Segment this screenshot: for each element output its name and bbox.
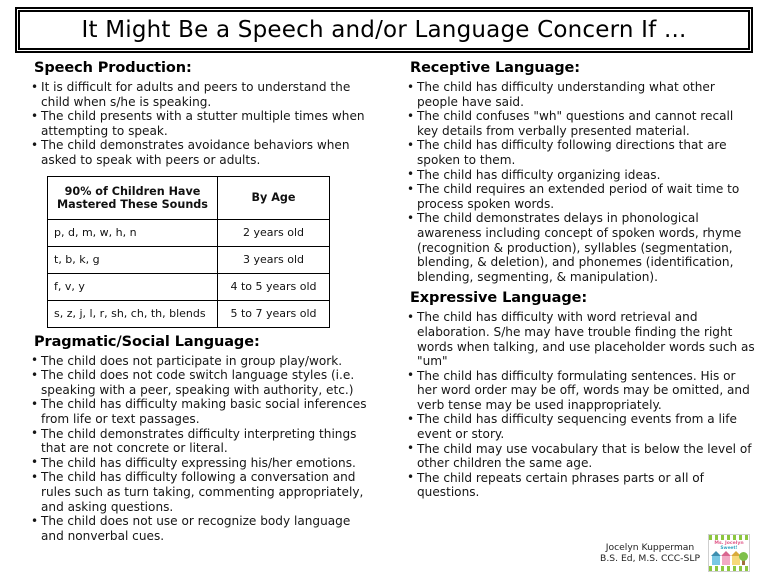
list-item: • The child has difficulty sequencing events from a life event or story. [406,412,756,441]
table-row [48,219,330,246]
sounds-mastery-table [47,176,330,328]
section-pragmatic-social [30,334,370,544]
logo-sub-line: Sweet! [720,546,738,551]
author-credentials: B.S. Ed, M.S. CCC-SLP [600,553,700,564]
speech-production-heading: Speech Production: [34,60,192,76]
section-receptive-language [406,60,756,284]
speech-production-list [30,80,370,168]
list-item: • The child has difficulty with word retrieval and elaboration. S/he may have trouble finding the right words when talking, and use placeholder words such as "um" [406,310,756,368]
logo-title-line: Ms. Jocelyn [714,541,744,546]
pragmatic-social-heading: Pragmatic/Social Language: [34,333,260,350]
left-column [30,60,370,545]
table-row [48,273,330,300]
table-cell-sounds: s, z, j, l, r, sh, ch, th, blends [48,300,218,327]
table-header-row [48,176,330,219]
brand-logo-icon [708,534,750,572]
sounds-mastery-table-wrapper [47,176,329,328]
table-header-sounds: 90% of Children Have Mastered These Sounds [48,176,218,219]
table-cell-age: 4 to 5 years old [218,273,330,300]
table-header-age: By Age [218,176,330,219]
list-item: • The child has difficulty following directions that are spoken to them. [406,138,756,167]
table-cell-age: 3 years old [218,246,330,273]
page-title: It Might Be a Speech and/or Language Concern If ... [81,17,687,43]
section-speech-production [30,60,370,168]
list-item: • The child repeats certain phrases parts or all of questions. [406,471,756,500]
list-item: • The child has difficulty expressing his/her emotions. [30,456,370,471]
list-item: • The child has difficulty following a conversation and rules such as turn taking, commenting appropriately, and asking questions. [30,470,370,514]
right-column [406,60,756,502]
author-signature [600,542,700,564]
list-item: • The child may use vocabulary that is below the level of other children the same age. [406,442,756,471]
pragmatic-social-list [30,354,370,544]
list-item: • The child does not use or recognize body language and nonverbal cues. [30,514,370,543]
table-cell-sounds: p, d, m, w, h, n [48,219,218,246]
table-cell-age: 5 to 7 years old [218,300,330,327]
table-cell-sounds: t, b, k, g [48,246,218,273]
logo-bottom-band [709,566,749,571]
page-title-banner [18,10,750,50]
list-item: • The child demonstrates difficulty interpreting things that are not concrete or literal. [30,427,370,456]
house-icon [722,555,730,565]
house-icon [712,555,720,565]
list-item: • The child has difficulty understanding what other people have said. [406,80,756,109]
list-item: • The child has difficulty formulating sentences. His or her word order may be off, words may be omitted, and verb tense may be used inappropriately. [406,369,756,413]
expressive-language-heading: Expressive Language: [410,290,588,307]
list-item: • The child requires an extended period of wait time to process spoken words. [406,182,756,211]
author-name: Jocelyn Kupperman [605,542,695,553]
tree-icon [742,558,745,565]
table-row [48,246,330,273]
receptive-language-list [406,80,756,284]
list-item: • The child does not code switch language styles (i.e. speaking with a peer, speaking with authority, etc.) [30,368,370,397]
logo-houses-illustration [711,549,747,565]
list-item: • The child does not participate in group play/work. [30,354,370,369]
logo-top-band [709,535,749,540]
table-cell-sounds: f, v, y [48,273,218,300]
list-item: • The child has difficulty making basic social inferences from life or text passages. [30,397,370,426]
section-expressive-language [406,290,756,500]
list-item: • It is difficult for adults and peers to understand the child when s/he is speaking. [30,80,370,109]
table-cell-age: 2 years old [218,219,330,246]
list-item: • The child presents with a stutter multiple times when attempting to speak. [30,109,370,138]
list-item: • The child has difficulty organizing ideas. [406,168,756,183]
footer [600,534,750,572]
list-item: • The child demonstrates avoidance behaviors when asked to speak with peers or adults. [30,138,370,167]
table-row [48,300,330,327]
list-item: • The child confuses "wh" questions and cannot recall key details from verbally presented material. [406,109,756,138]
list-item: • The child demonstrates delays in phonological awareness including concept of spoken words, rhyme (recognition & production), syllables (segmentation, blending, & deletion), and phonemes (identification, blending, segmenting, & manipulation). [406,211,756,284]
expressive-language-list [406,310,756,500]
receptive-language-heading: Receptive Language: [410,60,580,76]
